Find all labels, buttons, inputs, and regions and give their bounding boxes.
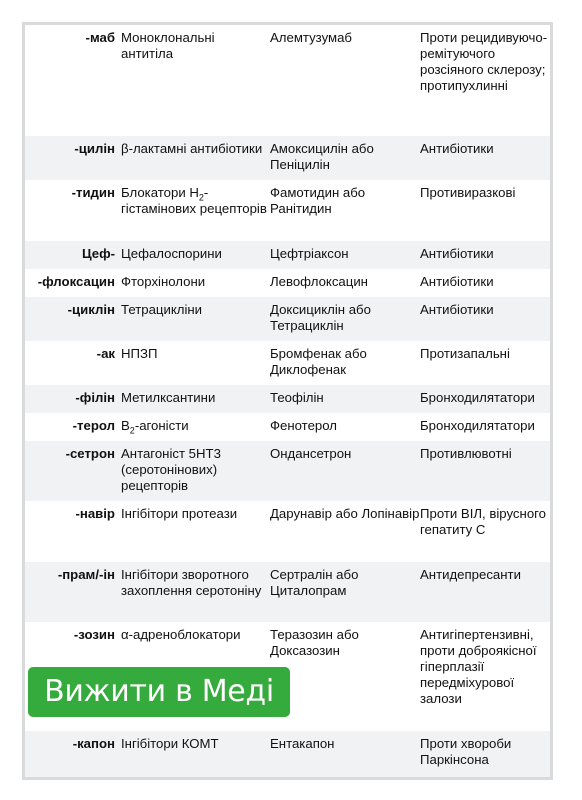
suffix-cell: Цеф- — [81, 246, 115, 261]
drug-class-cell: $B_2$-агоністи — [121, 418, 189, 436]
drug-class-cell: Антагоніст 5HT3 (серотонінових) рецепторів — [121, 446, 221, 493]
drug-class-cell: Інгібітори зворотного захоплення серотоніну — [121, 567, 262, 598]
use-cell: Антибіотики — [420, 246, 494, 261]
use-cell: Антигіпертензивні, проти доброякісної гіперплазії передміхурової залози — [420, 627, 537, 706]
suffix-cell: -прам/-ін — [57, 567, 115, 582]
table-row — [25, 25, 550, 136]
table-row — [25, 180, 550, 241]
watermark-badge: Вижити в Меді — [28, 667, 290, 717]
example-cell: Теофілін — [270, 390, 324, 405]
drug-class-cell: Інгібітори протеази — [121, 506, 238, 521]
drug-class-cell: НПЗП — [121, 346, 158, 361]
use-cell: Противлювотні — [420, 446, 512, 461]
table-row — [25, 385, 550, 413]
use-cell: Антибіотики — [420, 141, 494, 156]
suffix-cell: -зозин — [73, 627, 115, 642]
example-cell: Ентакапон — [270, 736, 335, 751]
suffix-cell: -тидин — [71, 185, 115, 200]
suffix-cell: -маб — [85, 30, 115, 45]
drug-class-cell: Цефалоспорини — [121, 246, 222, 261]
use-cell: Бронходилятатори — [420, 390, 535, 405]
example-cell: Амоксицилін або Пеніцилін — [270, 141, 374, 172]
table-row — [25, 341, 550, 385]
drug-class-cell: α-адреноблокатори — [121, 627, 241, 642]
table-row — [25, 269, 550, 297]
drug-class-cell: Фторхінолони — [121, 274, 206, 289]
drug-class-cell: β-лактамні антибіотики — [121, 141, 263, 156]
drug-class-cell: Моноклональні антитіла — [121, 30, 215, 61]
suffix-cell: -капон — [72, 736, 115, 751]
drug-class-cell: Тетрацикліни — [121, 302, 203, 317]
table-row — [25, 413, 550, 441]
example-cell: Теразозин або Доксазозин — [270, 627, 359, 658]
example-cell: Фамотидин або Ранітидин — [270, 185, 366, 216]
table-row — [25, 297, 550, 341]
suffix-cell: -флоксацин — [37, 274, 115, 289]
drug-class-cell: Метилксантини — [121, 390, 216, 405]
suffix-cell: -терол — [72, 418, 115, 433]
suffix-cell: -сетрон — [65, 446, 115, 461]
table-row — [25, 241, 550, 269]
example-cell: Алемтузумаб — [270, 30, 352, 45]
use-cell: Бронходилятатори — [420, 418, 535, 433]
suffix-cell: -філін — [75, 390, 115, 405]
example-cell: Доксициклін або Тетрациклін — [270, 302, 371, 333]
example-cell: Дарунавір або Лопінавір — [270, 506, 420, 521]
use-cell: Антидепресанти — [420, 567, 521, 582]
suffix-cell: -циклін — [67, 302, 115, 317]
example-cell: Фенотерол — [270, 418, 337, 433]
example-cell: Ондансетрон — [270, 446, 352, 461]
example-cell: Цефтріаксон — [270, 246, 349, 261]
example-cell: Левофлоксацин — [270, 274, 368, 289]
example-cell: Бромфенак або Диклофенак — [270, 346, 367, 377]
table-row — [25, 731, 550, 777]
table-row — [25, 136, 550, 180]
use-cell: Проти ВІЛ, вірусного гепатиту С — [420, 506, 547, 537]
drug-class-cell: Блокатори $H_2$-гістамінових рецепторів — [121, 185, 267, 216]
use-cell: Антибіотики — [420, 302, 494, 317]
drug-class-cell: Інгібітори КОМТ — [121, 736, 219, 751]
example-cell: Сертралін або Циталопрам — [270, 567, 359, 598]
use-cell: Антибіотики — [420, 274, 494, 289]
drug-suffix-table — [25, 25, 550, 777]
suffix-cell: -цилін — [74, 141, 115, 156]
use-cell: Протизапальні — [420, 346, 510, 361]
suffix-cell: -ак — [96, 346, 115, 361]
suffix-cell: -навір — [75, 506, 115, 521]
table-row — [25, 562, 550, 622]
use-cell: Противиразкові — [420, 185, 516, 200]
use-cell: Проти хвороби Паркінсона — [420, 736, 512, 767]
use-cell: Проти рецидивуючо-ремітуючого розсіяного склерозу; протипухлинні — [420, 30, 548, 93]
table-row — [25, 441, 550, 501]
table-row — [25, 501, 550, 562]
